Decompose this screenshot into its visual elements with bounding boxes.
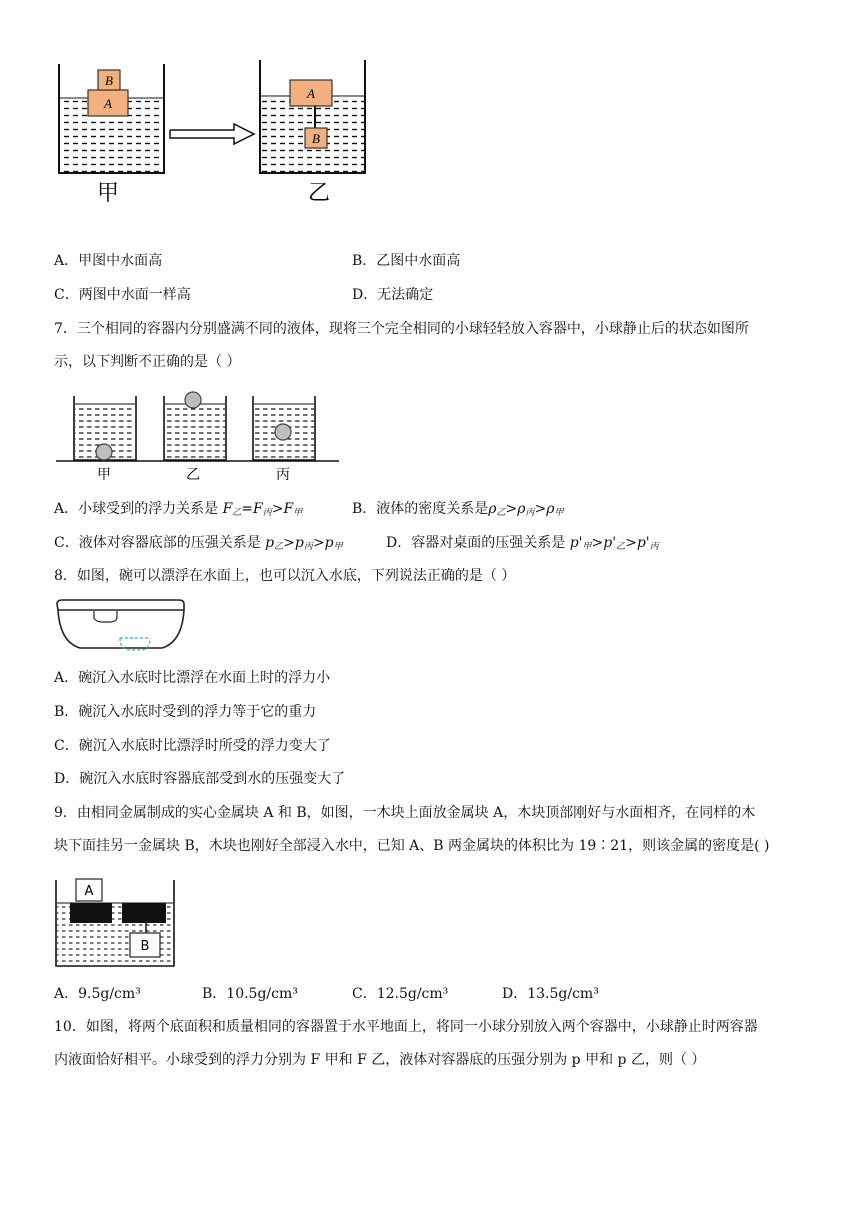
q7-option-b: B．液体的密度关系是$\rho_乙>\rho_丙>\rho_甲$	[352, 501, 564, 518]
q7-option-c: C．液体对容器底部的压强关系是 $p_乙>p_丙>p_甲$	[54, 535, 343, 552]
q6-option-c: C．两图中水面一样高	[54, 287, 191, 303]
q9-stem-line2: 块下面挂另一金属块 B，木块也刚好全部浸入水中，已知 A、B 两金属块的体积比为 19∶21，则该金属的密度是( )	[54, 838, 770, 854]
q9-fig-label-b: B	[140, 939, 150, 954]
q7-option-b-text: B．液体的密度关系是	[352, 501, 489, 517]
q7-label-yi: 乙	[186, 467, 200, 483]
q8-option-c: C．碗沉入水底时比漂浮时所受的浮力变大了	[54, 738, 331, 754]
q10-stem-line1: 10．如图，将两个底面积和质量相同的容器置于水平地面上，将同一小球分别放入两个容器中，小球静止时两容器	[54, 1019, 758, 1035]
q7-option-a: A．小球受到的浮力关系是 $F_乙=F_丙>F_甲$	[54, 501, 303, 518]
q10-stem-line2: 内液面恰好相平。小球受到的浮力分别为 F 甲和 F 乙，液体对容器底的压强分别为 p 甲和 p 乙，则（ ）	[54, 1052, 706, 1068]
figure-q7	[54, 388, 344, 484]
block-a-label-2: A	[307, 86, 315, 101]
q8-option-d: D．碗沉入水底时容器底部受到水的压强变大了	[54, 771, 346, 787]
q7-option-a-text: A．小球受到的浮力关系是	[54, 501, 223, 517]
q7-option-d-text: D．容器对桌面的压强关系是	[386, 535, 570, 551]
q9-option-a: A．9.5g/cm³	[54, 986, 141, 1002]
q7-label-jia: 甲	[97, 467, 111, 483]
figure-q9	[54, 874, 178, 970]
q8-stem: 8．如图，碗可以漂浮在水面上，也可以沉入水底，下列说法正确的是（ ）	[54, 568, 516, 584]
block-a-label: A	[104, 96, 112, 111]
q9-option-c: C．12.5g/cm³	[352, 986, 449, 1002]
q8-option-b: B．碗沉入水底时受到的浮力等于它的重力	[54, 704, 317, 720]
q6-option-a: A．甲图中水面高	[54, 253, 163, 269]
label-yi: 乙	[307, 181, 331, 206]
q7-option-c-text: C．液体对容器底部的压强关系是	[54, 535, 266, 551]
q7-option-d: D．容器对桌面的压强关系是 $p'_甲>p'_乙>p'_丙$	[386, 535, 659, 552]
label-jia: 甲	[96, 181, 120, 206]
q6-option-b: B．乙图中水面高	[352, 253, 461, 269]
q6-option-d: D．无法确定	[352, 287, 434, 303]
block-b-label-2: B	[312, 131, 320, 146]
q9-option-d: D．13.5g/cm³	[502, 986, 599, 1002]
q9-fig-label-a: A	[84, 884, 94, 899]
figure-q6	[54, 56, 384, 206]
q7-stem-line1: 7．三个相同的容器内分别盛满不同的液体，现将三个完全相同的小球轻轻放入容器中，小球静止后的状态如图所	[54, 321, 749, 337]
q7-label-bing: 丙	[276, 467, 290, 483]
q8-option-a: A．碗沉入水底时比漂浮在水面上时的浮力小	[54, 670, 331, 686]
q9-option-b: B．10.5g/cm³	[202, 986, 298, 1002]
block-b-label: B	[105, 73, 113, 88]
q9-stem-line1: 9．由相同金属制成的实心金属块 A 和 B，如图，一木块上面放金属块 A，木块顶部刚好与水面相齐，在同样的木	[54, 805, 756, 821]
q7-stem-line2: 示，以下判断不正确的是（ ）	[54, 354, 241, 370]
figure-q8	[54, 598, 188, 654]
